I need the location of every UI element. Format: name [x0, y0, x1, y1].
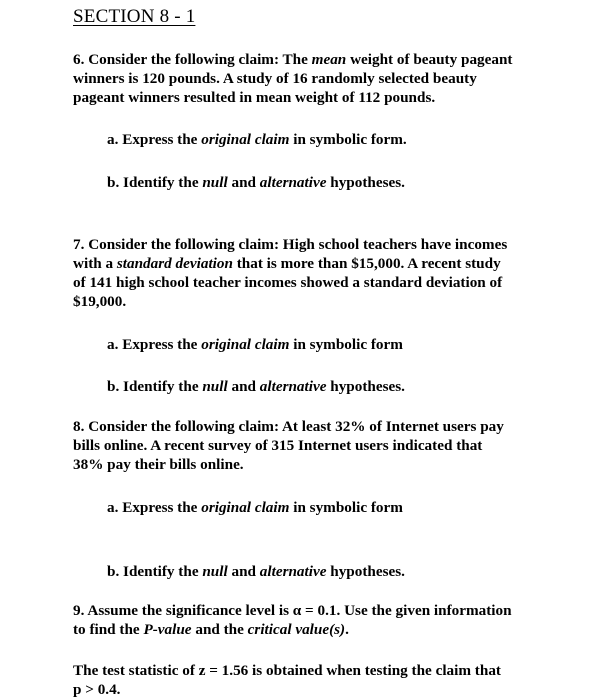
section-heading: SECTION 8 - 1 — [73, 6, 196, 27]
q9-statement-line-2: p > 0.4. — [73, 681, 121, 698]
q8-line-1: 8. Consider the following claim: At least 32% of Internet users pay — [73, 418, 504, 435]
q8-line-3: 38% pay their bills online. — [73, 456, 244, 473]
q8-part-a: a. Express the original claim in symbolic form — [107, 499, 403, 516]
q6-line-3: pageant winners resulted in mean weight of 112 pounds. — [73, 89, 436, 106]
q9-line-2: to find the P-value and the critical value(s). — [73, 621, 349, 638]
q7-line-3: of 141 high school teacher incomes showed a standard deviation of — [73, 274, 503, 291]
q7-line-1: 7. Consider the following claim: High school teachers have incomes — [73, 236, 508, 253]
q8-part-b: b. Identify the null and alternative hypotheses. — [107, 563, 405, 580]
q7-line-4: $19,000. — [73, 293, 127, 310]
q9-line-1: 9. Assume the significance level is α = 0.1. Use the given information — [73, 602, 512, 619]
q6-part-a: a. Express the original claim in symbolic form. — [107, 131, 407, 148]
q7-part-b: b. Identify the null and alternative hypotheses. — [107, 378, 405, 395]
q7-part-a: a. Express the original claim in symbolic form — [107, 336, 403, 353]
q6-part-b: b. Identify the null and alternative hypotheses. — [107, 174, 405, 191]
q9-statement-line-1: The test statistic of z = 1.56 is obtained when testing the claim that — [73, 662, 501, 679]
q6-line-1: 6. Consider the following claim: The mean weight of beauty pageant — [73, 51, 513, 68]
q6-line-2: winners is 120 pounds. A study of 16 randomly selected beauty — [73, 70, 477, 87]
q7-line-2: with a standard deviation that is more than $15,000. A recent study — [73, 255, 501, 272]
q8-line-2: bills online. A recent survey of 315 Internet users indicated that — [73, 437, 483, 454]
